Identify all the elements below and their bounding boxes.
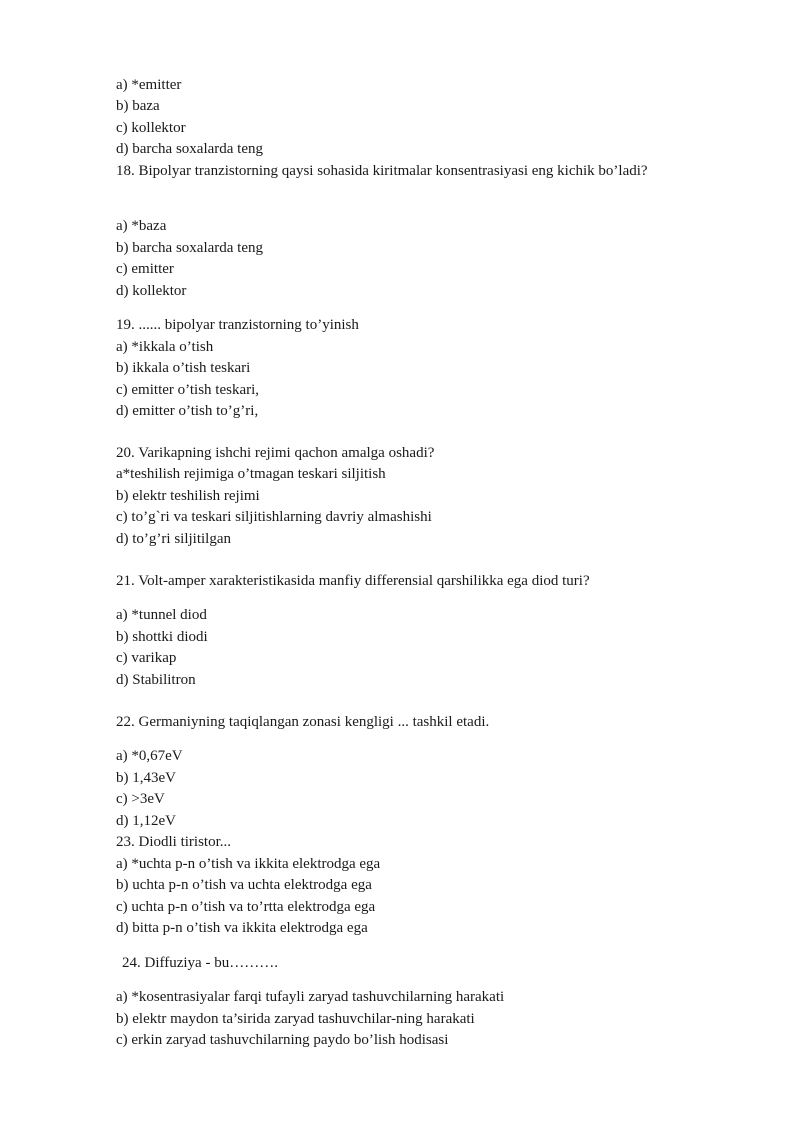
option-24-c: c) erkin zaryad tashuvchilarning paydo bo’lish hodisasi xyxy=(116,1032,449,1048)
option-20-a: a*teshilish rejimiga o’tmagan teskari siljitish xyxy=(116,466,386,482)
question-20: 20. Varikapning ishchi rejimi qachon amalga oshadi? xyxy=(116,445,435,461)
question-24: 24. Diffuziya - bu………. xyxy=(122,955,278,971)
option-18-d: d) kollektor xyxy=(116,283,187,299)
option-19-b: b) ikkala o’tish teskari xyxy=(116,360,251,376)
option-20-c: c) to’g`ri va teskari siljitishlarning davriy almashishi xyxy=(116,509,432,525)
question-22: 22. Germaniyning taqiqlangan zonasi kengligi ... tashkil etadi. xyxy=(116,714,490,730)
option-22-a: a) *0,67eV xyxy=(116,748,183,764)
option-22-d: d) 1,12eV xyxy=(116,813,176,829)
option-22-b: b) 1,43eV xyxy=(116,770,176,786)
question-23: 23. Diodli tiristor... xyxy=(116,834,232,850)
option-17-d: d) barcha soxalarda teng xyxy=(116,141,264,157)
option-24-b: b) elektr maydon ta’sirida zaryad tashuvchilar-ning harakati xyxy=(116,1011,475,1027)
option-21-d: d) Stabilitron xyxy=(116,672,196,688)
option-17-b: b) baza xyxy=(116,98,160,114)
option-23-a: a) *uchta p-n o’tish va ikkita elektrodga ega xyxy=(116,856,381,872)
option-17-c: c) kollektor xyxy=(116,120,186,136)
option-23-d: d) bitta p-n o’tish va ikkita elektrodga ega xyxy=(116,920,368,936)
question-19: 19. ...... bipolyar tranzistorning to’yinish xyxy=(116,317,359,333)
option-19-c: c) emitter o’tish teskari, xyxy=(116,382,260,398)
option-23-b: b) uchta p-n o’tish va uchta elektrodga ega xyxy=(116,877,372,893)
option-17-a: a) *emitter xyxy=(116,77,182,93)
question-21: 21. Volt-amper xarakteristikasida manfiy differensial qarshilikka ega diod turi? xyxy=(116,573,590,589)
option-18-a: a) *baza xyxy=(116,218,167,234)
option-19-a: a) *ikkala o’tish xyxy=(116,339,214,355)
option-21-c: c) varikap xyxy=(116,650,177,666)
option-21-b: b) shottki diodi xyxy=(116,629,208,645)
option-21-a: a) *tunnel diod xyxy=(116,607,207,623)
option-23-c: c) uchta p-n o’tish va to’rtta elektrodga ega xyxy=(116,899,376,915)
option-19-d: d) emitter o’tish to’g’ri, xyxy=(116,403,259,419)
question-18: 18. Bipolyar tranzistorning qaysi sohasida kiritmalar konsentrasiyasi eng kichik bo’ladi? xyxy=(116,163,648,179)
option-22-c: c) >3eV xyxy=(116,791,165,807)
option-18-b: b) barcha soxalarda teng xyxy=(116,240,264,256)
option-24-a: a) *kosentrasiyalar farqi tufayli zaryad tashuvchilarning harakati xyxy=(116,989,505,1005)
option-18-c: c) emitter xyxy=(116,261,174,277)
option-20-d: d) to’g’ri siljitilgan xyxy=(116,531,231,547)
option-20-b: b) elektr teshilish rejimi xyxy=(116,488,260,504)
